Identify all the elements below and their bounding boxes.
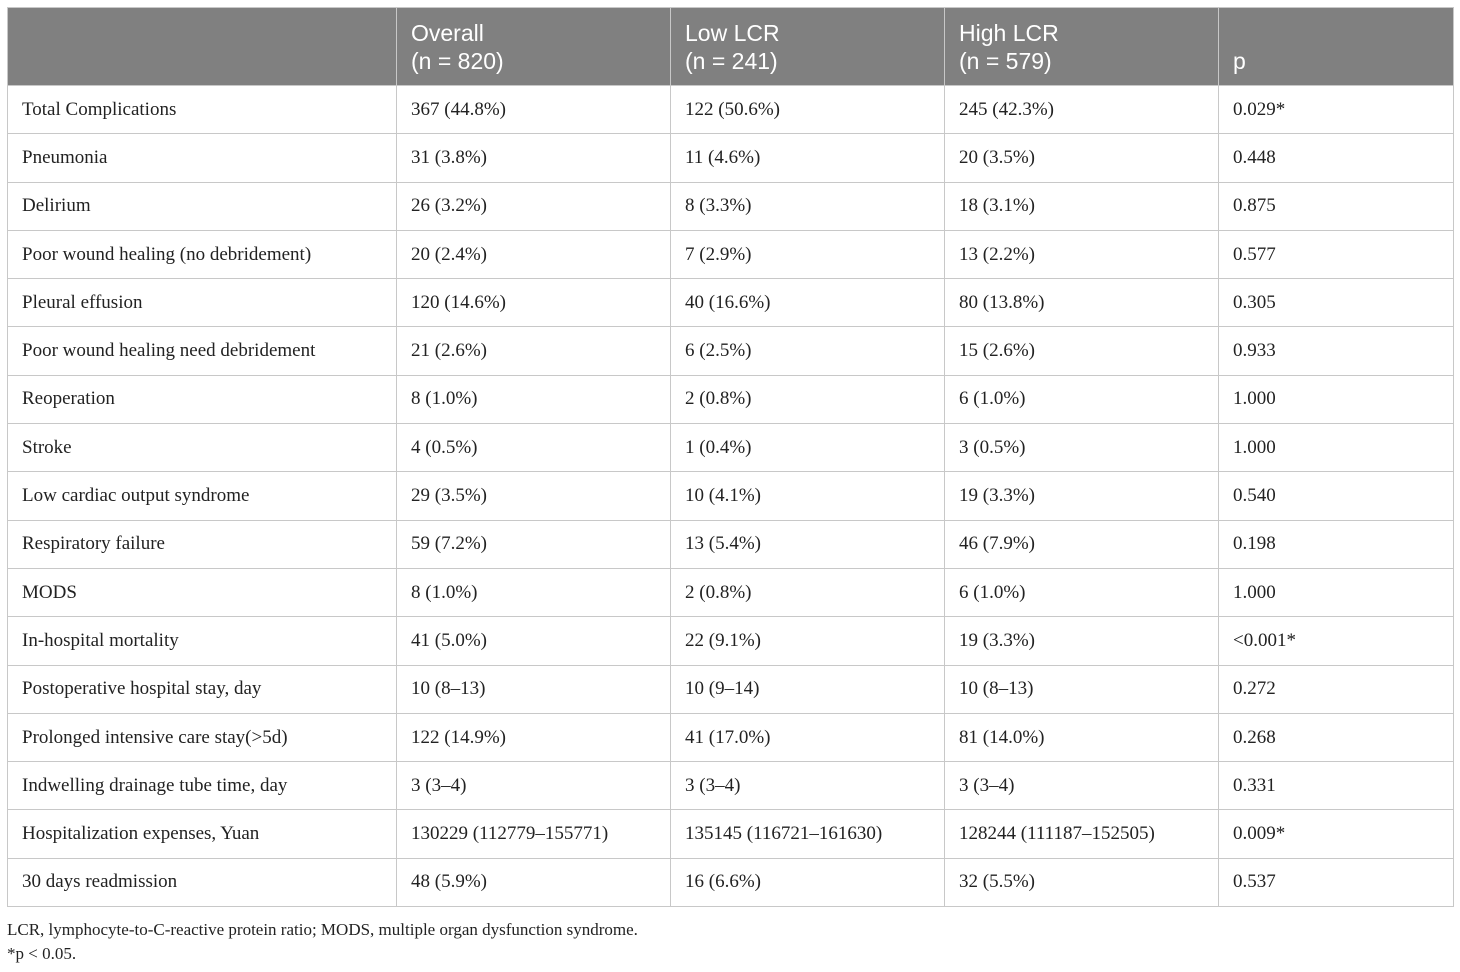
cell-p-value: 1.000 <box>1219 424 1454 472</box>
table-row <box>8 762 1454 810</box>
cell-overall: 41 (5.0%) <box>397 617 671 665</box>
cell-p-value: 0.448 <box>1219 134 1454 182</box>
table-row <box>8 375 1454 423</box>
header-line2: (n = 241) <box>685 48 778 74</box>
cell-overall: 130229 (112779–155771) <box>397 810 671 858</box>
cell-variable: Low cardiac output syndrome <box>8 472 397 520</box>
complications-table <box>7 7 1454 907</box>
table-row <box>8 810 1454 858</box>
cell-low-lcr: 3 (3–4) <box>671 762 945 810</box>
cell-high-lcr: 128244 (111187–152505) <box>945 810 1219 858</box>
cell-high-lcr: 3 (0.5%) <box>945 424 1219 472</box>
cell-p-value: 1.000 <box>1219 375 1454 423</box>
header-p-value <box>1219 8 1454 86</box>
table-row <box>8 424 1454 472</box>
cell-p-value: 0.331 <box>1219 762 1454 810</box>
cell-overall: 4 (0.5%) <box>397 424 671 472</box>
cell-low-lcr: 10 (4.1%) <box>671 472 945 520</box>
cell-high-lcr: 20 (3.5%) <box>945 134 1219 182</box>
table-row <box>8 665 1454 713</box>
cell-p-value: <0.001* <box>1219 617 1454 665</box>
table-row <box>8 713 1454 761</box>
table-row <box>8 472 1454 520</box>
significance-note: *p < 0.05. <box>7 944 77 963</box>
cell-variable: In-hospital mortality <box>8 617 397 665</box>
cell-overall: 29 (3.5%) <box>397 472 671 520</box>
header-overall <box>397 8 671 86</box>
cell-variable: MODS <box>8 568 397 616</box>
cell-high-lcr: 18 (3.1%) <box>945 182 1219 230</box>
cell-overall: 120 (14.6%) <box>397 279 671 327</box>
cell-low-lcr: 16 (6.6%) <box>671 858 945 906</box>
cell-variable: Indwelling drainage tube time, day <box>8 762 397 810</box>
cell-low-lcr: 40 (16.6%) <box>671 279 945 327</box>
cell-p-value: 0.009* <box>1219 810 1454 858</box>
cell-low-lcr: 22 (9.1%) <box>671 617 945 665</box>
cell-p-value: 0.540 <box>1219 472 1454 520</box>
cell-high-lcr: 10 (8–13) <box>945 665 1219 713</box>
cell-overall: 122 (14.9%) <box>397 713 671 761</box>
cell-high-lcr: 46 (7.9%) <box>945 520 1219 568</box>
cell-low-lcr: 1 (0.4%) <box>671 424 945 472</box>
cell-variable: Postoperative hospital stay, day <box>8 665 397 713</box>
cell-high-lcr: 19 (3.3%) <box>945 472 1219 520</box>
cell-overall: 20 (2.4%) <box>397 230 671 278</box>
cell-variable: Respiratory failure <box>8 520 397 568</box>
cell-low-lcr: 122 (50.6%) <box>671 86 945 134</box>
cell-high-lcr: 32 (5.5%) <box>945 858 1219 906</box>
cell-variable: Pneumonia <box>8 134 397 182</box>
cell-variable: Hospitalization expenses, Yuan <box>8 810 397 858</box>
header-line1: High LCR <box>959 20 1059 46</box>
cell-high-lcr: 6 (1.0%) <box>945 568 1219 616</box>
cell-high-lcr: 3 (3–4) <box>945 762 1219 810</box>
cell-overall: 31 (3.8%) <box>397 134 671 182</box>
cell-overall: 8 (1.0%) <box>397 568 671 616</box>
cell-low-lcr: 13 (5.4%) <box>671 520 945 568</box>
header-high-lcr <box>945 8 1219 86</box>
cell-overall: 59 (7.2%) <box>397 520 671 568</box>
cell-overall: 48 (5.9%) <box>397 858 671 906</box>
table-row <box>8 617 1454 665</box>
header-line1: Low LCR <box>685 20 780 46</box>
cell-p-value: 0.577 <box>1219 230 1454 278</box>
cell-overall: 3 (3–4) <box>397 762 671 810</box>
cell-overall: 10 (8–13) <box>397 665 671 713</box>
table-row <box>8 279 1454 327</box>
results-table-container <box>7 7 1453 907</box>
table-row <box>8 86 1454 134</box>
header-low-lcr <box>671 8 945 86</box>
cell-p-value: 0.305 <box>1219 279 1454 327</box>
cell-variable: Reoperation <box>8 375 397 423</box>
cell-p-value: 0.272 <box>1219 665 1454 713</box>
table-body <box>8 86 1454 907</box>
cell-low-lcr: 6 (2.5%) <box>671 327 945 375</box>
cell-p-value: 0.268 <box>1219 713 1454 761</box>
cell-high-lcr: 13 (2.2%) <box>945 230 1219 278</box>
table-row <box>8 182 1454 230</box>
cell-p-value: 0.198 <box>1219 520 1454 568</box>
cell-p-value: 0.933 <box>1219 327 1454 375</box>
cell-variable: Delirium <box>8 182 397 230</box>
cell-overall: 8 (1.0%) <box>397 375 671 423</box>
table-row <box>8 520 1454 568</box>
cell-high-lcr: 81 (14.0%) <box>945 713 1219 761</box>
cell-high-lcr: 6 (1.0%) <box>945 375 1219 423</box>
cell-p-value: 1.000 <box>1219 568 1454 616</box>
cell-variable: Total Complications <box>8 86 397 134</box>
cell-low-lcr: 11 (4.6%) <box>671 134 945 182</box>
table-row <box>8 327 1454 375</box>
abbreviations-note: LCR, lymphocyte-to-C-reactive protein ratio; MODS, multiple organ dysfunction syndrome. <box>7 920 638 939</box>
header-line1: Overall <box>411 20 484 46</box>
cell-low-lcr: 135145 (116721–161630) <box>671 810 945 858</box>
cell-high-lcr: 19 (3.3%) <box>945 617 1219 665</box>
cell-p-value: 0.029* <box>1219 86 1454 134</box>
cell-overall: 367 (44.8%) <box>397 86 671 134</box>
cell-variable: Prolonged intensive care stay(>5d) <box>8 713 397 761</box>
cell-high-lcr: 80 (13.8%) <box>945 279 1219 327</box>
table-header-row <box>8 8 1454 86</box>
cell-variable: 30 days readmission <box>8 858 397 906</box>
table-row <box>8 134 1454 182</box>
cell-variable: Pleural effusion <box>8 279 397 327</box>
cell-p-value: 0.875 <box>1219 182 1454 230</box>
table-footnotes <box>7 918 638 966</box>
header-line2: p <box>1233 48 1246 74</box>
cell-variable: Poor wound healing (no debridement) <box>8 230 397 278</box>
cell-low-lcr: 2 (0.8%) <box>671 568 945 616</box>
cell-variable: Stroke <box>8 424 397 472</box>
cell-low-lcr: 10 (9–14) <box>671 665 945 713</box>
cell-low-lcr: 7 (2.9%) <box>671 230 945 278</box>
cell-overall: 21 (2.6%) <box>397 327 671 375</box>
cell-low-lcr: 2 (0.8%) <box>671 375 945 423</box>
table-row <box>8 568 1454 616</box>
cell-high-lcr: 245 (42.3%) <box>945 86 1219 134</box>
cell-low-lcr: 41 (17.0%) <box>671 713 945 761</box>
table-row <box>8 230 1454 278</box>
cell-high-lcr: 15 (2.6%) <box>945 327 1219 375</box>
cell-p-value: 0.537 <box>1219 858 1454 906</box>
cell-variable: Poor wound healing need debridement <box>8 327 397 375</box>
table-row <box>8 858 1454 906</box>
header-line2: (n = 579) <box>959 48 1052 74</box>
header-variable <box>8 8 397 86</box>
header-line2: (n = 820) <box>411 48 504 74</box>
cell-low-lcr: 8 (3.3%) <box>671 182 945 230</box>
cell-overall: 26 (3.2%) <box>397 182 671 230</box>
